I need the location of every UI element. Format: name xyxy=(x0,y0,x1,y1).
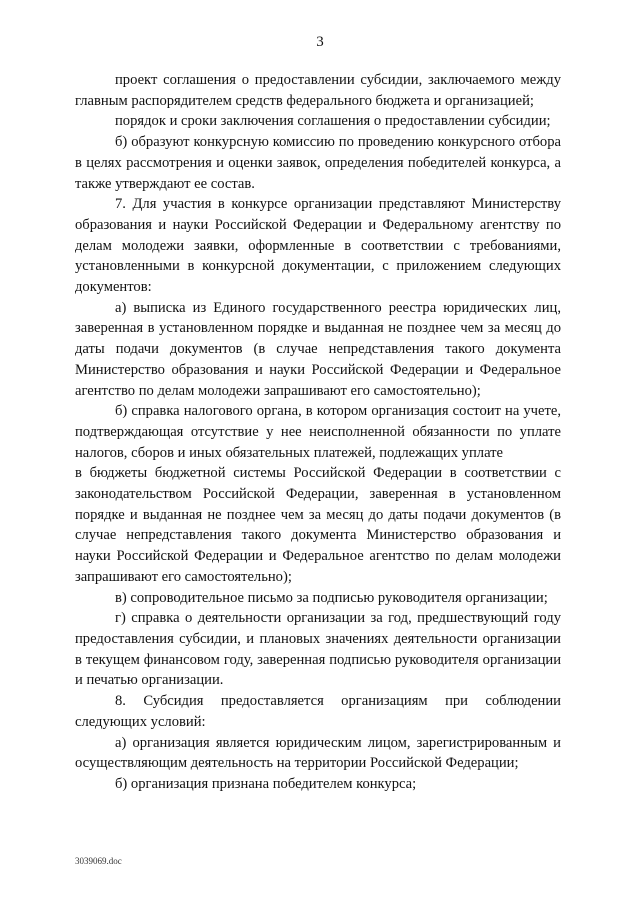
paragraph-condition-winner: б) организация признана победителем конкурса; xyxy=(115,775,417,792)
paragraph-clause-8: 8. Субсидия предоставляется организациям при соблюдении следующих условий: xyxy=(75,693,561,730)
document-body xyxy=(75,70,561,795)
paragraph-activity-report: г) справка о деятельности организации за год, предшествующий году предоставления субсидии, и плановых значениях деятельности организации в текущем финансовом году, заверенная подписью руководителя организации и печатью организации. xyxy=(75,610,561,689)
page-number: 3 xyxy=(316,34,324,50)
paragraph-commission: б) образуют конкурсную комиссию по проведению конкурсного отбора в целях рассмотрения и оценки заявок, определения победителей конкурса, а также утверждают ее состав. xyxy=(75,134,561,192)
paragraph-agreement-draft: проект соглашения о предоставлении субсидии, заключаемого между главным распорядителем средств федерального бюджета и организацией; xyxy=(75,72,561,109)
paragraph-agreement-terms: порядок и сроки заключения соглашения о предоставлении субсидии; xyxy=(115,113,551,130)
paragraph-extract-registry: а) выписка из Единого государственного реестра юридических лиц, заверенная в установленном порядке и выданная не позднее чем за месяц до даты подачи документов (в случае непредставления такого документа Министерство образования и науки Российской Федерации и Федеральное агентство по делам молодежи запрашивают его самостоятельно); xyxy=(75,299,561,399)
paragraph-tax-certificate-continued: в бюджеты бюджетной системы Российской Федерации в соответствии с законодательством Российской Федерации, заверенная в установленном порядке и выданная не позднее чем за месяц до даты подачи документов (в случае непредставления такого документа Министерство образования и науки Российской Федерации и Федеральное агентство по делам молодежи запрашивают его самостоятельно); xyxy=(75,465,561,585)
paragraph-cover-letter: в) сопроводительное письмо за подписью руководителя организации; xyxy=(115,589,548,606)
paragraph-tax-certificate: б) справка налогового органа, в котором организация состоит на учете, подтверждающая отсутствие у нее неисполненной обязанности по уплате налогов, сборов и иных обязательных платежей, подлежащих уплате xyxy=(75,403,561,461)
paragraph-clause-7: 7. Для участия в конкурсе организации представляют Министерству образования и науки Российской Федерации и Федеральному агентству по делам молодежи заявки, оформленные в соответствии с требованиями, установленными в конкурсной документации, с приложением следующих документов: xyxy=(75,196,561,296)
paragraph-condition-legal-entity: а) организация является юридическим лицом, зарегистрированным и осуществляющим деятельность на территории Российской Федерации; xyxy=(75,734,561,772)
footer-filename: 3039069.doc xyxy=(75,856,122,866)
